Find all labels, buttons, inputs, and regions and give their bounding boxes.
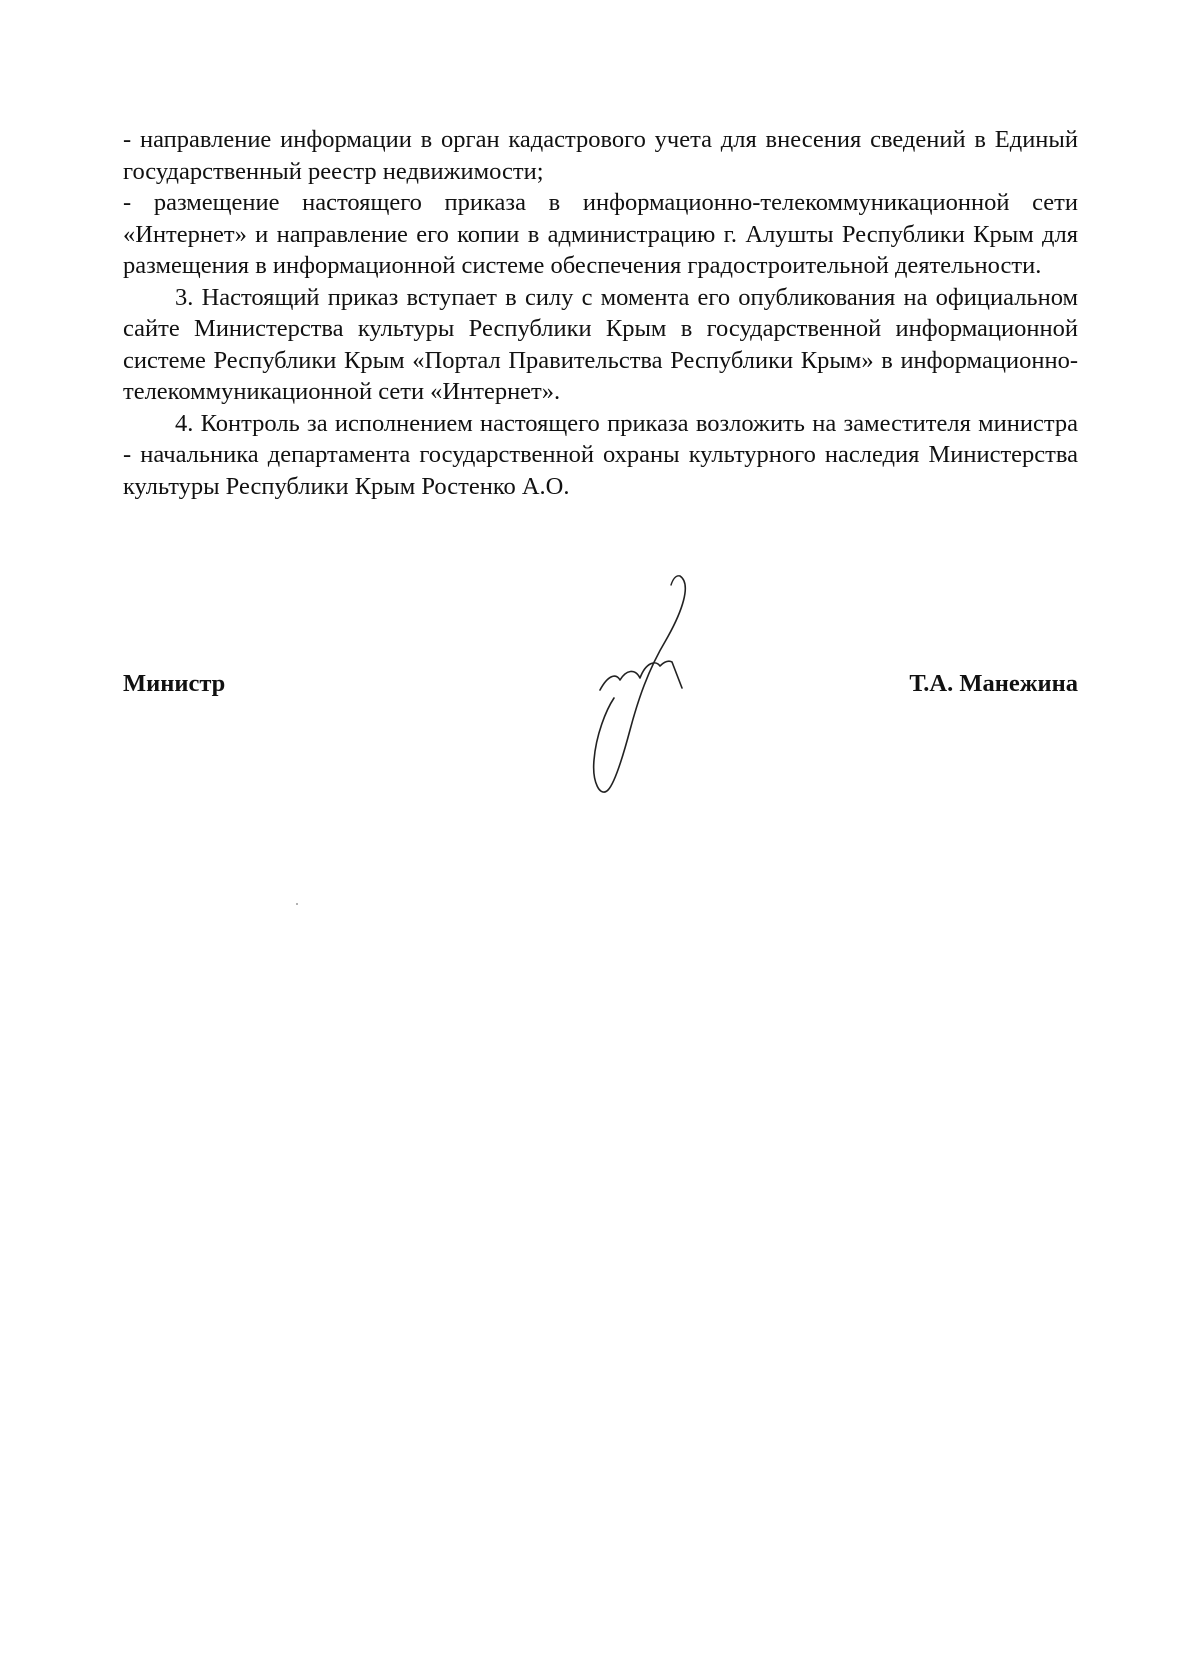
paragraph-item-3: 3. Настоящий приказ вступает в силу с момента его опубликования на официальном сайте Министерства культуры Республики Крым в государственной информационной системе Республики Крым «Портал Правительства Республики Крым» в информационно-телекоммуникационной сети «Интернет». [123, 283, 1078, 405]
signatory-title: Министр [123, 670, 226, 697]
paragraph-bullet-publication: - размещение настоящего приказа в информационно-телекоммуникационной сети «Интернет» и направление его копии в администрацию г. Алушты Республики Крым для размещения в информационной системе обеспечения градостроительной деятельности. [123, 189, 1078, 279]
document-body [123, 124, 1078, 502]
scan-speck [296, 903, 298, 905]
paragraph-item-4: 4. Контроль за исполнением настоящего приказа возложить на заместителя министра - начальника департамента государственной охраны культурного наследия Министерства культуры Республики Крым Ростенко А.О. [123, 409, 1078, 500]
handwritten-signature [580, 570, 730, 810]
paragraph-bullet-cadastral: - направление информации в орган кадастрового учета для внесения сведений в Единый государственный реестр недвижимости; [123, 126, 1078, 185]
signatory-name: Т.А. Манежина [909, 670, 1078, 697]
